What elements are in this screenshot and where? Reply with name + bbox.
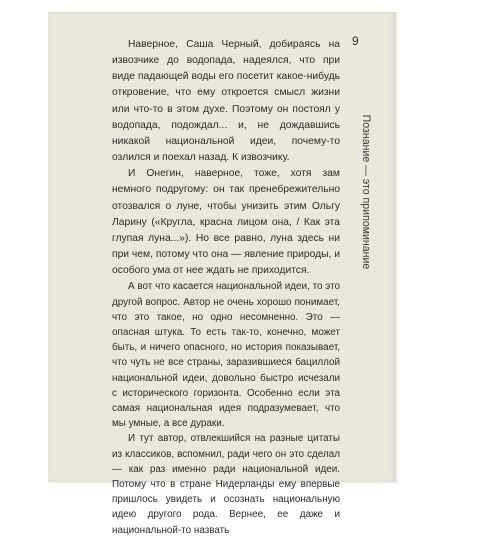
running-head: Познание — это припоминание [360, 114, 372, 270]
page-number: 9 [352, 34, 359, 48]
paragraph: И тут автор, отвлекшийся на разные цитаты из классиков, вспомнил, ради чего он это сделал — как раз именно ради национальной идеи. Потому что в стране Нидерланды ему впервые пришлось увидеть и осознать национальную идею другого рода. Вернее, ее даже и национальной-то назвать [112, 433, 340, 536]
paragraph: Наверное, Саша Черный, добираясь на извозчике до водопада, надеялся, что при виде падающей воды его посетит какое-нибудь откровение, что ему откроется смысл жизни или что-то в этом духе. Поэтому он постоял у водопада, подождал... и, не дождавшись никакой национальной идеи, почему-то озлился и поехал назад. К извозчику. [112, 39, 340, 164]
paragraph: А вот что касается национальной идеи, то это другой вопрос. Автор не очень хорошо понимает, что это такое, но одно несомненно. Это — опасная штука. То есть так-то, конечно, может быть, и ничего опасного, но история показывает, что чуть не все страны, заразившиеся бациллой национальной идеи, довольно быстро исчезали с исторического горизонта. Особенно если эта самая национальная идея подразумевает, что мы умные, а все дураки. [112, 281, 340, 430]
body-text [112, 37, 340, 538]
paragraph: И Онегин, наверное, тоже, хотя зам немного подругому: он так пренебрежительно отозвался о луне, чтобы унизить этим Ольгу Ларину («Кругла, красна лицом она, / Как эта глупая луна...»). Но все равно, луна здесь ни при чем, потому что она — явление природы, и особого ума от нее ждать не приходится. [112, 168, 340, 277]
